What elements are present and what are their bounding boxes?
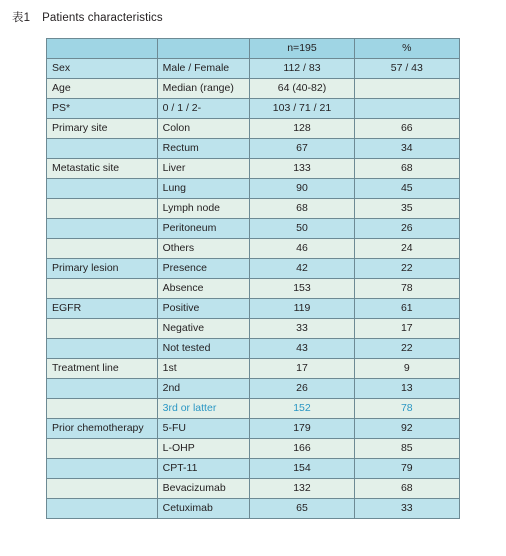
table-row (47, 299, 460, 319)
row-subcategory: Median (range) (157, 79, 250, 99)
row-count: 179 (250, 419, 354, 439)
table-row (47, 179, 460, 199)
row-count: 154 (250, 459, 354, 479)
table-row (47, 159, 460, 179)
row-category (47, 499, 158, 519)
row-category: PS* (47, 99, 158, 119)
row-percent: 61 (354, 299, 459, 319)
row-percent: 78 (354, 279, 459, 299)
row-count: 33 (250, 319, 354, 339)
table-title: Patients characteristics (42, 12, 163, 24)
row-count: 166 (250, 439, 354, 459)
row-category (47, 219, 158, 239)
row-percent: 78 (354, 399, 459, 419)
row-count: 153 (250, 279, 354, 299)
row-percent: 24 (354, 239, 459, 259)
row-percent: 33 (354, 499, 459, 519)
row-count: 128 (250, 119, 354, 139)
table-row (47, 239, 460, 259)
row-subcategory: 1st (157, 359, 250, 379)
row-percent: 85 (354, 439, 459, 459)
row-subcategory: Rectum (157, 139, 250, 159)
row-count: 133 (250, 159, 354, 179)
row-count: 68 (250, 199, 354, 219)
row-category: EGFR (47, 299, 158, 319)
row-subcategory: Presence (157, 259, 250, 279)
row-subcategory: Male / Female (157, 59, 250, 79)
row-count: 67 (250, 139, 354, 159)
row-subcategory: Negative (157, 319, 250, 339)
row-category: Treatment line (47, 359, 158, 379)
row-category (47, 279, 158, 299)
row-subcategory: 0 / 1 / 2- (157, 99, 250, 119)
table-row (47, 279, 460, 299)
table-row (47, 79, 460, 99)
row-percent: 22 (354, 339, 459, 359)
table-row (47, 499, 460, 519)
header-cell-count: n=195 (250, 39, 354, 59)
row-percent: 13 (354, 379, 459, 399)
row-count: 26 (250, 379, 354, 399)
row-count: 119 (250, 299, 354, 319)
row-category (47, 319, 158, 339)
row-percent: 9 (354, 359, 459, 379)
row-percent: 34 (354, 139, 459, 159)
row-subcategory: Positive (157, 299, 250, 319)
row-category (47, 199, 158, 219)
row-percent: 35 (354, 199, 459, 219)
table-row (47, 459, 460, 479)
row-subcategory: Colon (157, 119, 250, 139)
table-row (47, 199, 460, 219)
row-subcategory: Liver (157, 159, 250, 179)
table-row (47, 339, 460, 359)
row-count: 90 (250, 179, 354, 199)
header-cell-percent: % (354, 39, 459, 59)
row-count: 132 (250, 479, 354, 499)
table-row (47, 99, 460, 119)
row-subcategory: Lung (157, 179, 250, 199)
row-subcategory: CPT-11 (157, 459, 250, 479)
row-subcategory: 2nd (157, 379, 250, 399)
row-category: Primary lesion (47, 259, 158, 279)
row-subcategory: Others (157, 239, 250, 259)
row-category (47, 379, 158, 399)
row-subcategory: 3rd or latter (157, 399, 250, 419)
row-percent: 57 / 43 (354, 59, 459, 79)
row-percent: 22 (354, 259, 459, 279)
table-row (47, 259, 460, 279)
row-category: Age (47, 79, 158, 99)
table-row (47, 139, 460, 159)
table-row (47, 379, 460, 399)
row-percent: 79 (354, 459, 459, 479)
row-subcategory: L-OHP (157, 439, 250, 459)
table-number: 表1 (12, 12, 31, 24)
header-cell-category (47, 39, 158, 59)
header-cell-subcategory (157, 39, 250, 59)
row-category (47, 459, 158, 479)
row-subcategory: Cetuximab (157, 499, 250, 519)
row-percent: 26 (354, 219, 459, 239)
row-category (47, 179, 158, 199)
row-count: 43 (250, 339, 354, 359)
row-category (47, 339, 158, 359)
table-row (47, 59, 460, 79)
row-percent (354, 79, 459, 99)
row-count: 152 (250, 399, 354, 419)
table-row (47, 219, 460, 239)
table-row (47, 439, 460, 459)
row-count: 64 (40-82) (250, 79, 354, 99)
row-subcategory: Lymph node (157, 199, 250, 219)
table-row (47, 359, 460, 379)
table-row (47, 479, 460, 499)
table-row (47, 419, 460, 439)
table-caption (12, 9, 163, 25)
row-category: Metastatic site (47, 159, 158, 179)
row-count: 17 (250, 359, 354, 379)
row-percent: 92 (354, 419, 459, 439)
row-category (47, 439, 158, 459)
row-category (47, 239, 158, 259)
table-row (47, 119, 460, 139)
row-count: 42 (250, 259, 354, 279)
row-percent: 68 (354, 479, 459, 499)
row-category: Primary site (47, 119, 158, 139)
table-row (47, 319, 460, 339)
row-category (47, 139, 158, 159)
row-count: 112 / 83 (250, 59, 354, 79)
table-row (47, 399, 460, 419)
row-subcategory: 5-FU (157, 419, 250, 439)
row-count: 103 / 71 / 21 (250, 99, 354, 119)
row-subcategory: Absence (157, 279, 250, 299)
row-category: Prior chemotherapy (47, 419, 158, 439)
row-count: 50 (250, 219, 354, 239)
row-count: 46 (250, 239, 354, 259)
row-category: Sex (47, 59, 158, 79)
row-subcategory: Bevacizumab (157, 479, 250, 499)
row-subcategory: Peritoneum (157, 219, 250, 239)
row-percent: 17 (354, 319, 459, 339)
table-header-row (47, 39, 460, 59)
row-count: 65 (250, 499, 354, 519)
patients-characteristics-table (46, 38, 460, 519)
row-percent: 68 (354, 159, 459, 179)
row-category (47, 479, 158, 499)
row-category (47, 399, 158, 419)
row-subcategory: Not tested (157, 339, 250, 359)
row-percent: 66 (354, 119, 459, 139)
row-percent: 45 (354, 179, 459, 199)
row-percent (354, 99, 459, 119)
